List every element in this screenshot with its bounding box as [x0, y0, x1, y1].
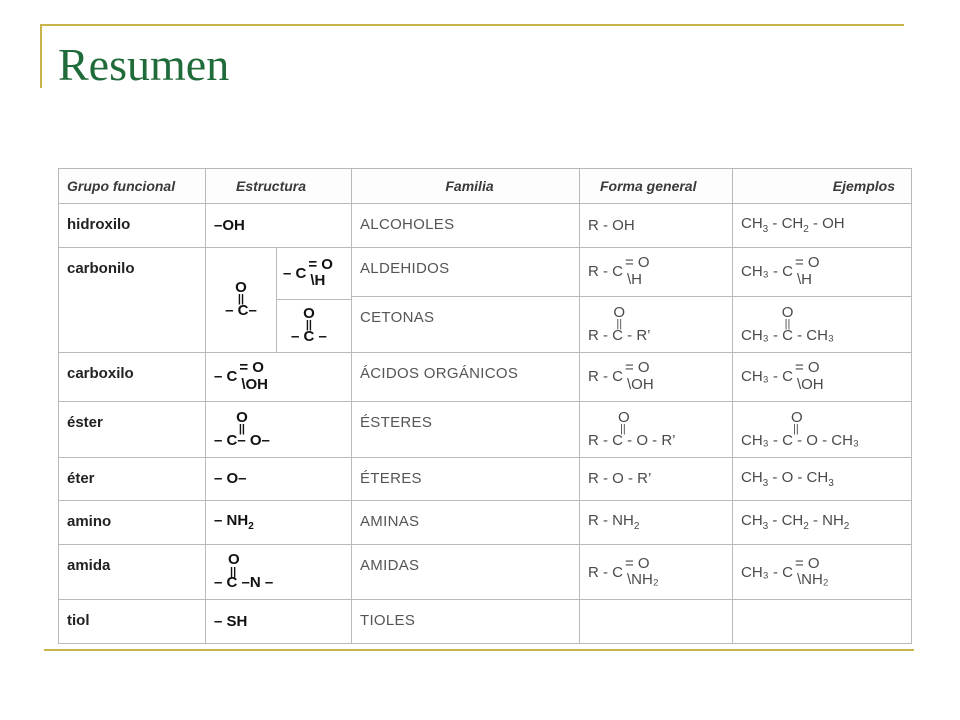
familia-cell: ÉSTERES	[352, 401, 580, 457]
header-grupo-funcional: Grupo funcional	[59, 169, 206, 204]
header-ejemplos: Ejemplos	[733, 169, 912, 204]
ejemplo-cell: O || CH₃ - C - O - CH₃	[733, 401, 912, 457]
header-estructura: Estructura	[206, 169, 352, 204]
ejemplo-cell: O || CH₃ - C - CH₃	[733, 296, 912, 352]
familia-cell: AMIDAS	[352, 544, 580, 600]
estructura-cell: O || – C –N –	[206, 544, 352, 600]
aldehido-structure: – C = O \H	[277, 248, 351, 300]
forma-cell: R - C = O \H	[580, 247, 733, 296]
forma-cell: R - C = O \OH	[580, 352, 733, 401]
table-row	[59, 401, 912, 457]
slide-title: Resumen	[58, 39, 230, 90]
title-accent-line	[40, 24, 904, 26]
familia-cell: ALDEHIDOS	[352, 247, 580, 296]
estructura-cell: – C = O \OH	[206, 352, 352, 401]
table-row	[59, 247, 912, 296]
forma-cell: R - $NH_2$	[580, 501, 733, 545]
table-row	[59, 352, 912, 401]
familia-cell: ÉTERES	[352, 457, 580, 501]
estructura-cell: –OH	[206, 204, 352, 248]
grupo-cell: éter	[59, 457, 206, 501]
ejemplo-cell: CH₃ - C = O \OH	[733, 352, 912, 401]
familia-cell: ALCOHOLES	[352, 204, 580, 248]
estructura-cell	[206, 247, 352, 352]
table-row	[59, 457, 912, 501]
forma-cell: R - OH	[580, 204, 733, 248]
carbonilo-structure: O || – C–	[206, 248, 277, 352]
ejemplo-cell: $CH_3 - CH_2$ - OH	[733, 204, 912, 248]
estructura-cell: – O–	[206, 457, 352, 501]
familia-cell: TIOLES	[352, 600, 580, 644]
familia-cell: AMINAS	[352, 501, 580, 545]
ejemplo-cell	[733, 600, 912, 644]
estructura-cell: O || – C– O–	[206, 401, 352, 457]
table-row	[59, 501, 912, 545]
familia-cell: ÁCIDOS ORGÁNICOS	[352, 352, 580, 401]
ejemplo-cell: CH₃ - C = O \H	[733, 247, 912, 296]
table-header-row	[59, 169, 912, 204]
table-row	[59, 544, 912, 600]
functional-groups-table	[58, 168, 912, 644]
forma-cell: R - O - R’	[580, 457, 733, 501]
grupo-cell: tiol	[59, 600, 206, 644]
grupo-cell: amino	[59, 501, 206, 545]
forma-cell: O || R - C - O - R’	[580, 401, 733, 457]
grupo-cell: carboxilo	[59, 352, 206, 401]
table-row	[59, 204, 912, 248]
forma-cell: O || R - C - R’	[580, 296, 733, 352]
ejemplo-cell: CH₃ - C = O \NH₂	[733, 544, 912, 600]
grupo-cell: carbonilo	[59, 247, 206, 352]
grupo-cell: hidroxilo	[59, 204, 206, 248]
forma-cell	[580, 600, 733, 644]
estructura-cell: – $NH_2$	[206, 501, 352, 545]
header-familia: Familia	[352, 169, 580, 204]
grupo-cell: amida	[59, 544, 206, 600]
functional-groups-table-wrapper	[58, 168, 911, 644]
header-forma-general: Forma general	[580, 169, 733, 204]
ejemplo-cell: $CH_3$ - O - $CH_3$	[733, 457, 912, 501]
cetona-structure: O || – C –	[291, 304, 327, 345]
grupo-cell: éster	[59, 401, 206, 457]
ejemplo-cell: $CH_3 - CH_2 - NH_2$	[733, 501, 912, 545]
table-row	[59, 600, 912, 644]
estructura-cell: – SH	[206, 600, 352, 644]
footer-accent-line	[44, 649, 914, 651]
familia-cell: CETONAS	[352, 296, 580, 352]
title-accent-bar	[40, 24, 42, 88]
forma-cell: R - C = O \NH₂	[580, 544, 733, 600]
